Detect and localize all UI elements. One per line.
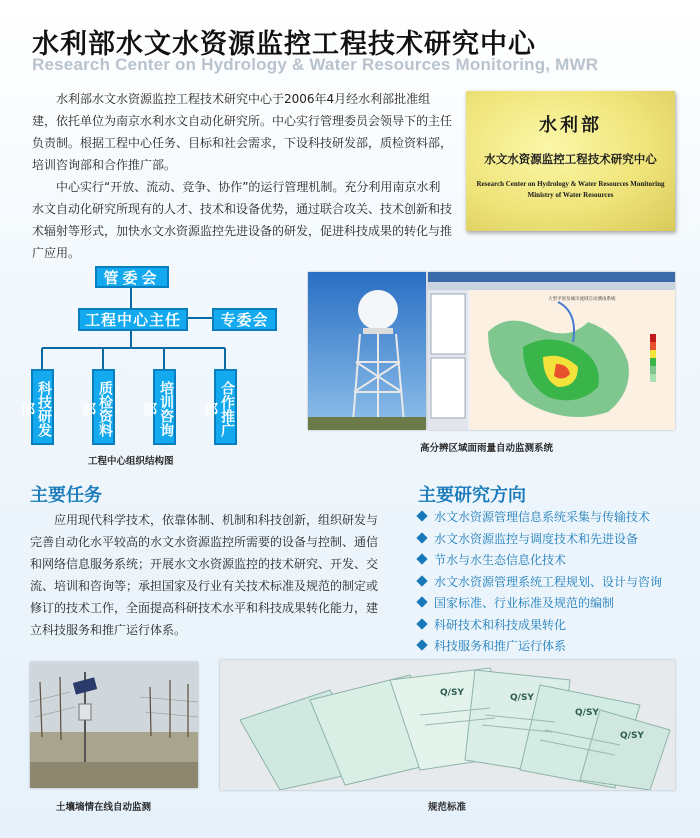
plaque-line-2: 水文水资源监控工程技术研究中心 (484, 152, 657, 166)
plaque-line-3a: Research Center on Hydrology & Water Resources Monitoring (476, 180, 665, 188)
direction-item: 国家标准、行业标准及规范的编制 (418, 593, 662, 615)
tasks-heading: 主要任务 (30, 485, 102, 506)
page-title: 水利部水文水资源监控工程技术研究中心 (32, 29, 536, 60)
rainfall-map-image (428, 272, 675, 430)
soil-caption: 土壤墒情在线自动监测 (56, 802, 152, 813)
radar-tower-photo (308, 272, 426, 430)
standards-photo (220, 660, 675, 790)
diamond-bullet-icon (416, 510, 427, 521)
radar-window-title: 大型平原及城市流域自动测雨系统 (548, 297, 616, 302)
directions-heading: 主要研究方向 (418, 485, 526, 506)
plaque-line-3b: Ministry of Water Resources (527, 191, 614, 199)
direction-item: 科研技术和科技成果转化 (418, 615, 662, 637)
intro-paragraph-1: 水利部水文水资源监控工程技术研究中心于2006年4月经水利部批准组建，依托单位为南京水利水文自动化研究所。中心实行管理委员会领导下的主任负责制。根据工程中心任务、目标和社会需求，下设科技研发部，质检资料部，培训咨询部和合作推广部。 (32, 92, 453, 172)
org-chart-caption: 工程中心组织结构图 (88, 456, 174, 467)
direction-item: 节水与水生态信息化技术 (418, 550, 662, 572)
standard-mark-4: Q/SY (620, 731, 644, 741)
diamond-bullet-icon (416, 639, 427, 650)
standards-caption: 规范标准 (428, 802, 467, 813)
rainfall-caption: 高分辨区域面雨量自动监测系统 (420, 443, 554, 454)
soil-monitoring-image (30, 662, 198, 788)
standard-mark-1: Q/SY (440, 688, 464, 698)
org-box-dept-training: 培训咨询部 (153, 369, 176, 445)
directions-list (418, 507, 662, 658)
org-box-committee: 管委会 (95, 266, 169, 288)
diamond-bullet-icon (416, 596, 427, 607)
radar-tower-image (308, 272, 426, 430)
diamond-bullet-icon (416, 553, 427, 564)
plaque-line-1: 水利部 (539, 115, 602, 136)
diamond-bullet-icon (416, 532, 427, 543)
org-box-director: 工程中心主任 (78, 308, 188, 331)
center-plaque (466, 91, 675, 231)
standards-documents-image (220, 660, 675, 790)
org-box-dept-rd: 科技研发部 (31, 369, 54, 445)
direction-item: 科技服务和推广运行体系 (418, 636, 662, 658)
page-subtitle-en: Research Center on Hydrology & Water Resources Monitoring, MWR (32, 55, 599, 74)
standard-mark-2: Q/SY (510, 693, 534, 703)
tasks-text: 应用现代科学技术，依靠体制、机制和科技创新，组织研发与完善自动化水平较高的水文水资源监控所需要的设备与控制、通信和网络信息服务系统；开展水文水资源监控的技术研究、开发、交流、培训和咨询等；承担国家及行业有关技术标准及规范的制定或修订的技术工作，全面提高科研技术水平和科技成果转化能力，建立科技服务和推广运行体系。 (30, 513, 379, 637)
direction-item: 水文水资源监控与调度技术和先进设备 (418, 529, 662, 551)
diamond-bullet-icon (416, 575, 427, 586)
org-chart (0, 0, 300, 470)
direction-item: 水文水资源管理信息系统采集与传输技术 (418, 507, 662, 529)
soil-monitoring-photo (30, 662, 198, 788)
intro-paragraph-2: 中心实行“开放、流动、竞争、协作”的运行管理机制。充分利用南京水利水文自动化研究所现有的人才、技术和设备优势，通过联合攻关、技术创新和技术辐射等形式，加快水文水资源监控先进设备的研发，促进科技成果的转化与推广应用。 (32, 180, 453, 260)
direction-item: 水文水资源管理系统工程规划、设计与咨询 (418, 572, 662, 594)
standard-mark-3: Q/SY (575, 708, 599, 718)
rainfall-software-screenshot (428, 272, 675, 430)
org-box-dept-promotion: 合作推广部 (214, 369, 237, 445)
org-box-dept-qc: 质检资料部 (92, 369, 115, 445)
diamond-bullet-icon (416, 618, 427, 629)
plaque-line-3 (466, 179, 675, 201)
org-box-expert-committee: 专委会 (212, 308, 277, 331)
